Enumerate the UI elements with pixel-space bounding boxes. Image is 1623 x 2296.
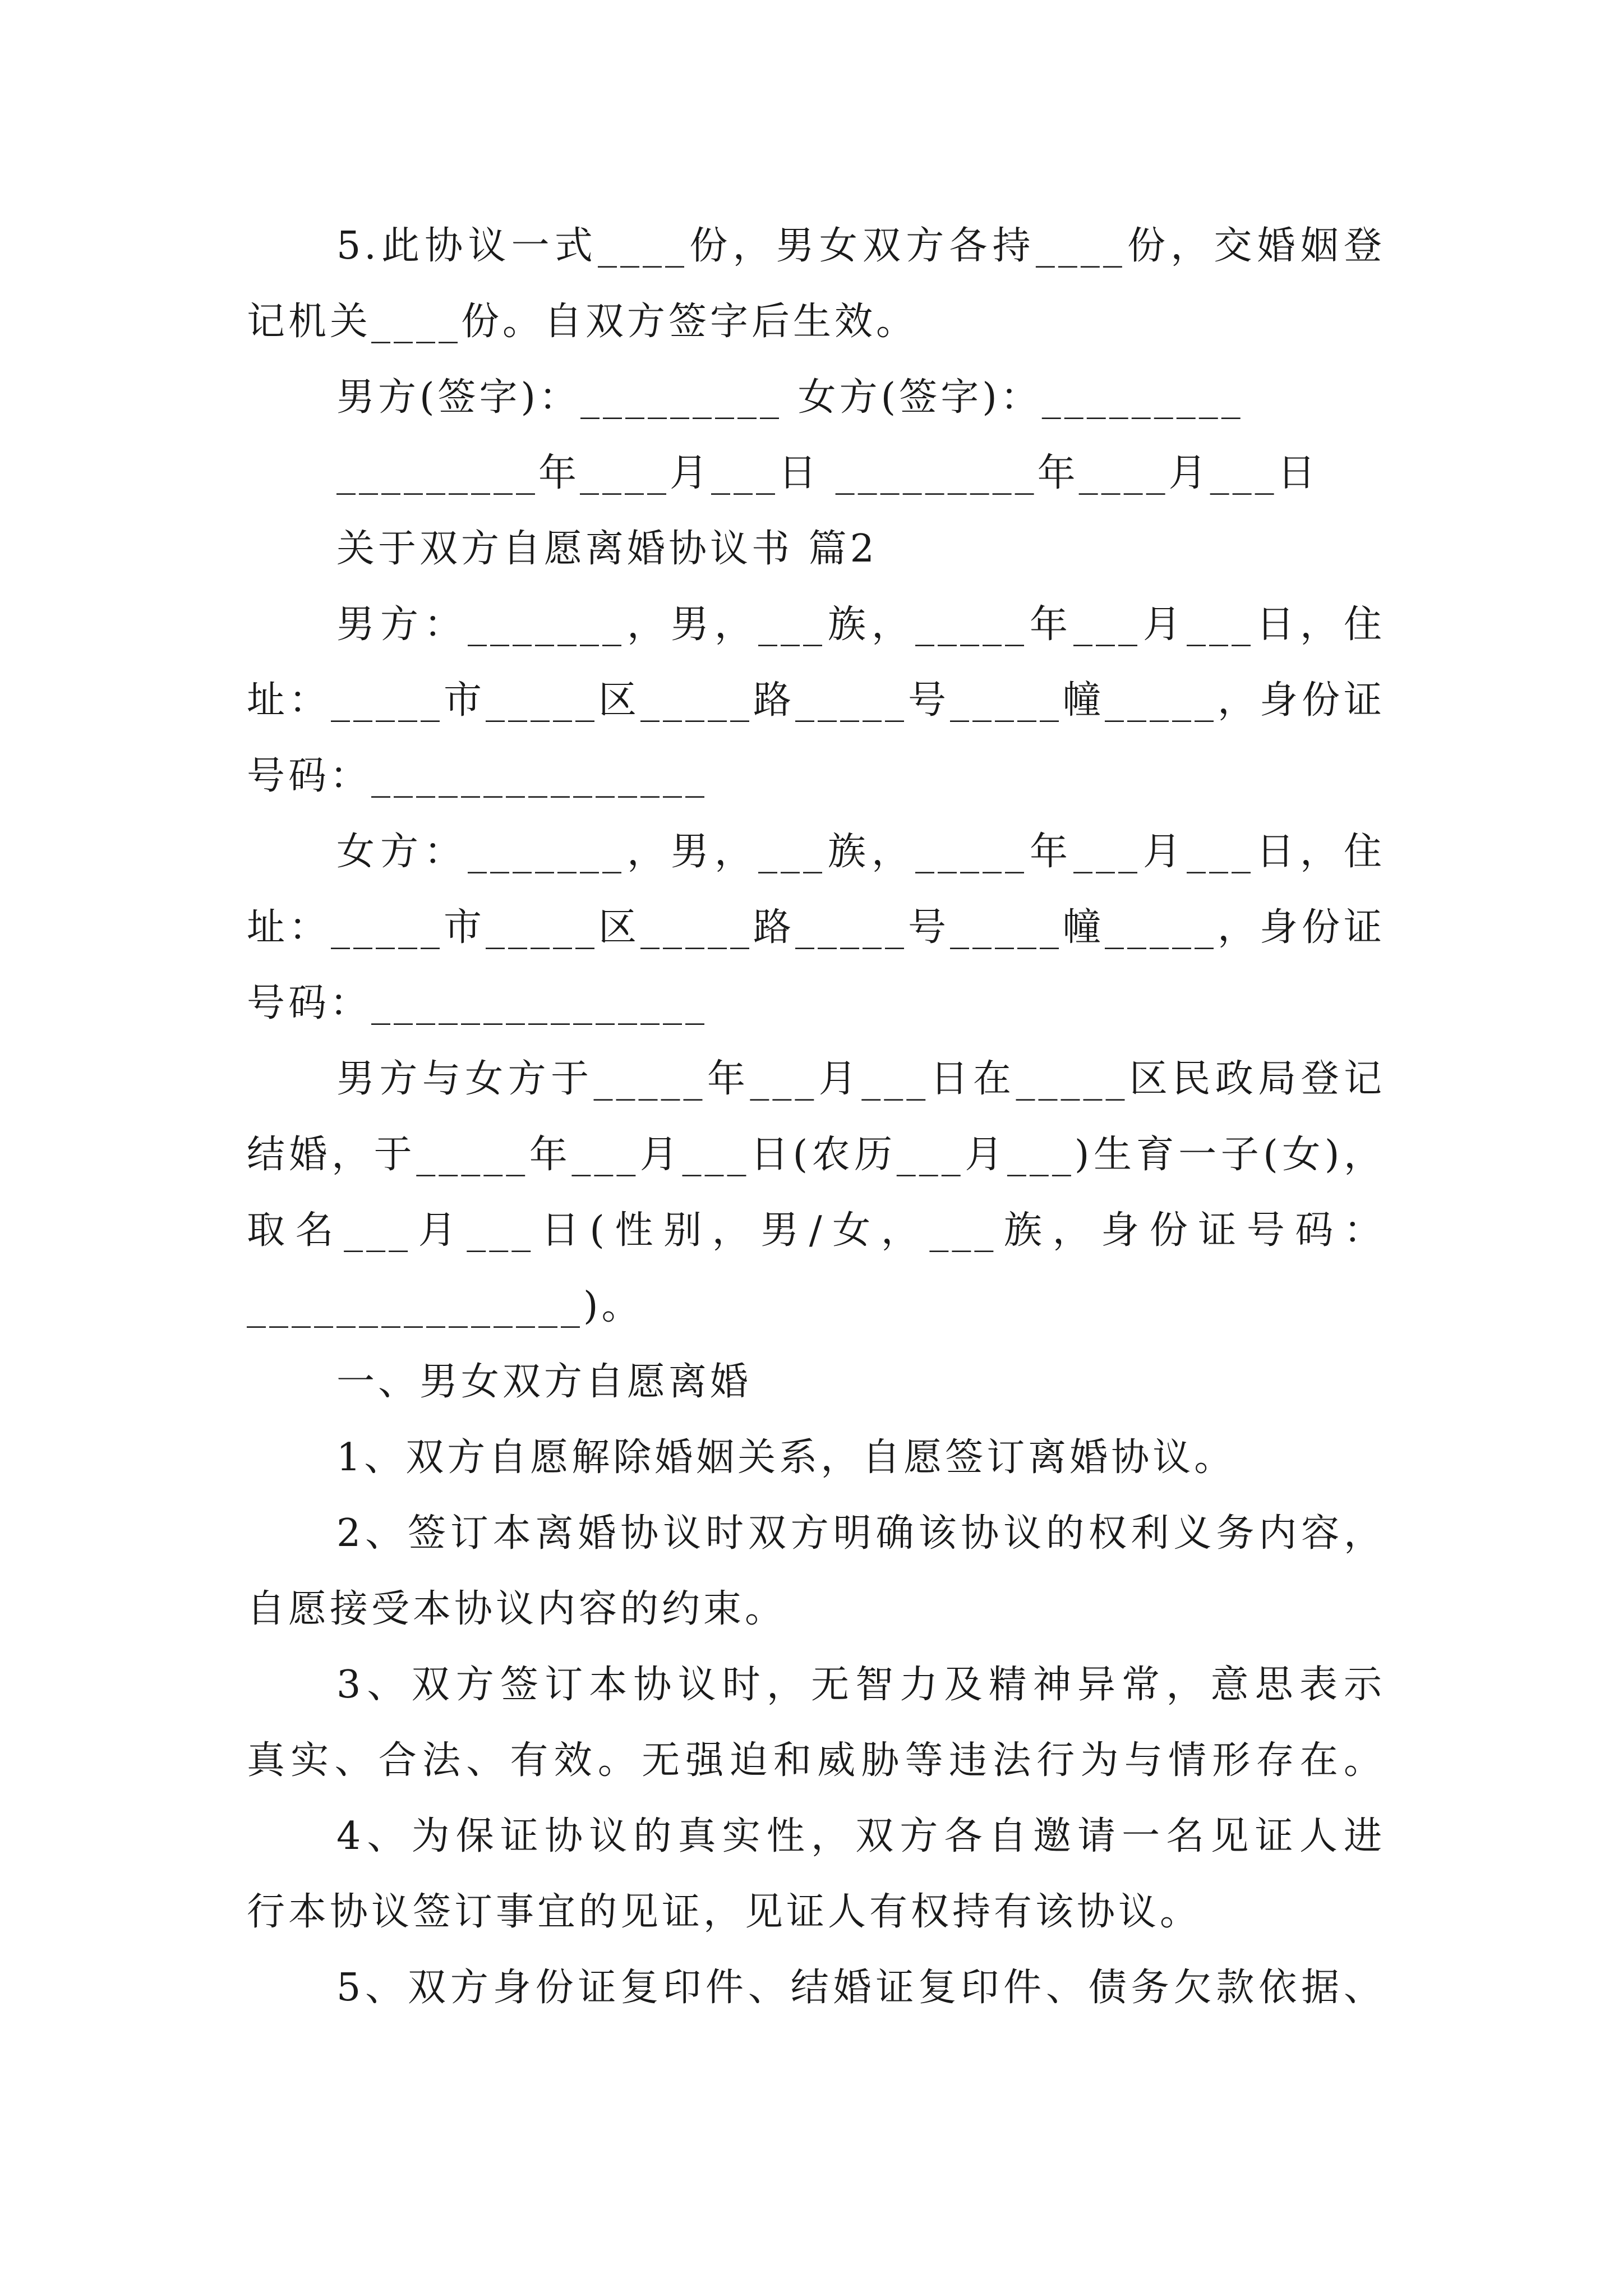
text-line: 真实、合法、有效。无强迫和威胁等违法行为与情形存在。 [247, 1738, 1385, 1783]
text-line: _______________)。 [247, 1284, 643, 1328]
text-line: 5、双方身份证复印件、结婚证复印件、债务欠款依据、 [336, 1966, 1385, 2010]
text-line: 自愿接受本协议内容的约束。 [247, 1587, 787, 1631]
text-line: 4、为保证协议的真实性，双方各自邀请一名见证人进 [336, 1814, 1385, 1858]
section-heading: 一、男女双方自愿离婚 [336, 1360, 752, 1404]
text-line: 1、双方自愿解除婚姻关系，自愿签订离婚协议。 [336, 1435, 1236, 1480]
text-line: 3、双方签订本协议时，无智力及精神异常，意思表示 [336, 1663, 1385, 1707]
text-line: 2、签订本离婚协议时双方明确该协议的权利义务内容， [336, 1511, 1385, 1556]
text-line: 记机关____份。自双方签字后生效。 [247, 300, 918, 344]
text-line: 址：_____市_____区_____路_____号_____幢_____，身份证 [247, 678, 1385, 723]
text-line: 号码：_______________ [247, 981, 708, 1025]
section-heading: 关于双方自愿离婚协议书 篇2 [336, 527, 878, 571]
text-line: _________年____月___日 _________年____月___日 [336, 451, 1319, 495]
text-line: 5.此协议一式____份，男女双方各持____份，交婚姻登 [336, 224, 1385, 268]
text-line: 取名___月___日(性别，男/女，___族，身份证号码： [247, 1208, 1385, 1253]
text-line: 男方(签字)：_________ 女方(签字)：_________ [336, 375, 1244, 420]
text-line: 址：_____市_____区_____路_____号_____幢_____，身份证 [247, 905, 1385, 950]
text-line: 女方：_______，男，___族，_____年___月___日，住 [336, 830, 1385, 874]
text-line: 男方与女方于_____年___月___日在_____区民政局登记 [336, 1057, 1385, 1101]
text-line: 号码：_______________ [247, 754, 708, 798]
text-line: 行本协议签订事宜的见证，见证人有权持有该协议。 [247, 1890, 1202, 1934]
text-line: 结婚，于_____年___月___日(农历___月___)生育一子(女)， [247, 1133, 1385, 1177]
text-line: 男方：_______，男，___族，_____年___月___日，住 [336, 602, 1385, 647]
